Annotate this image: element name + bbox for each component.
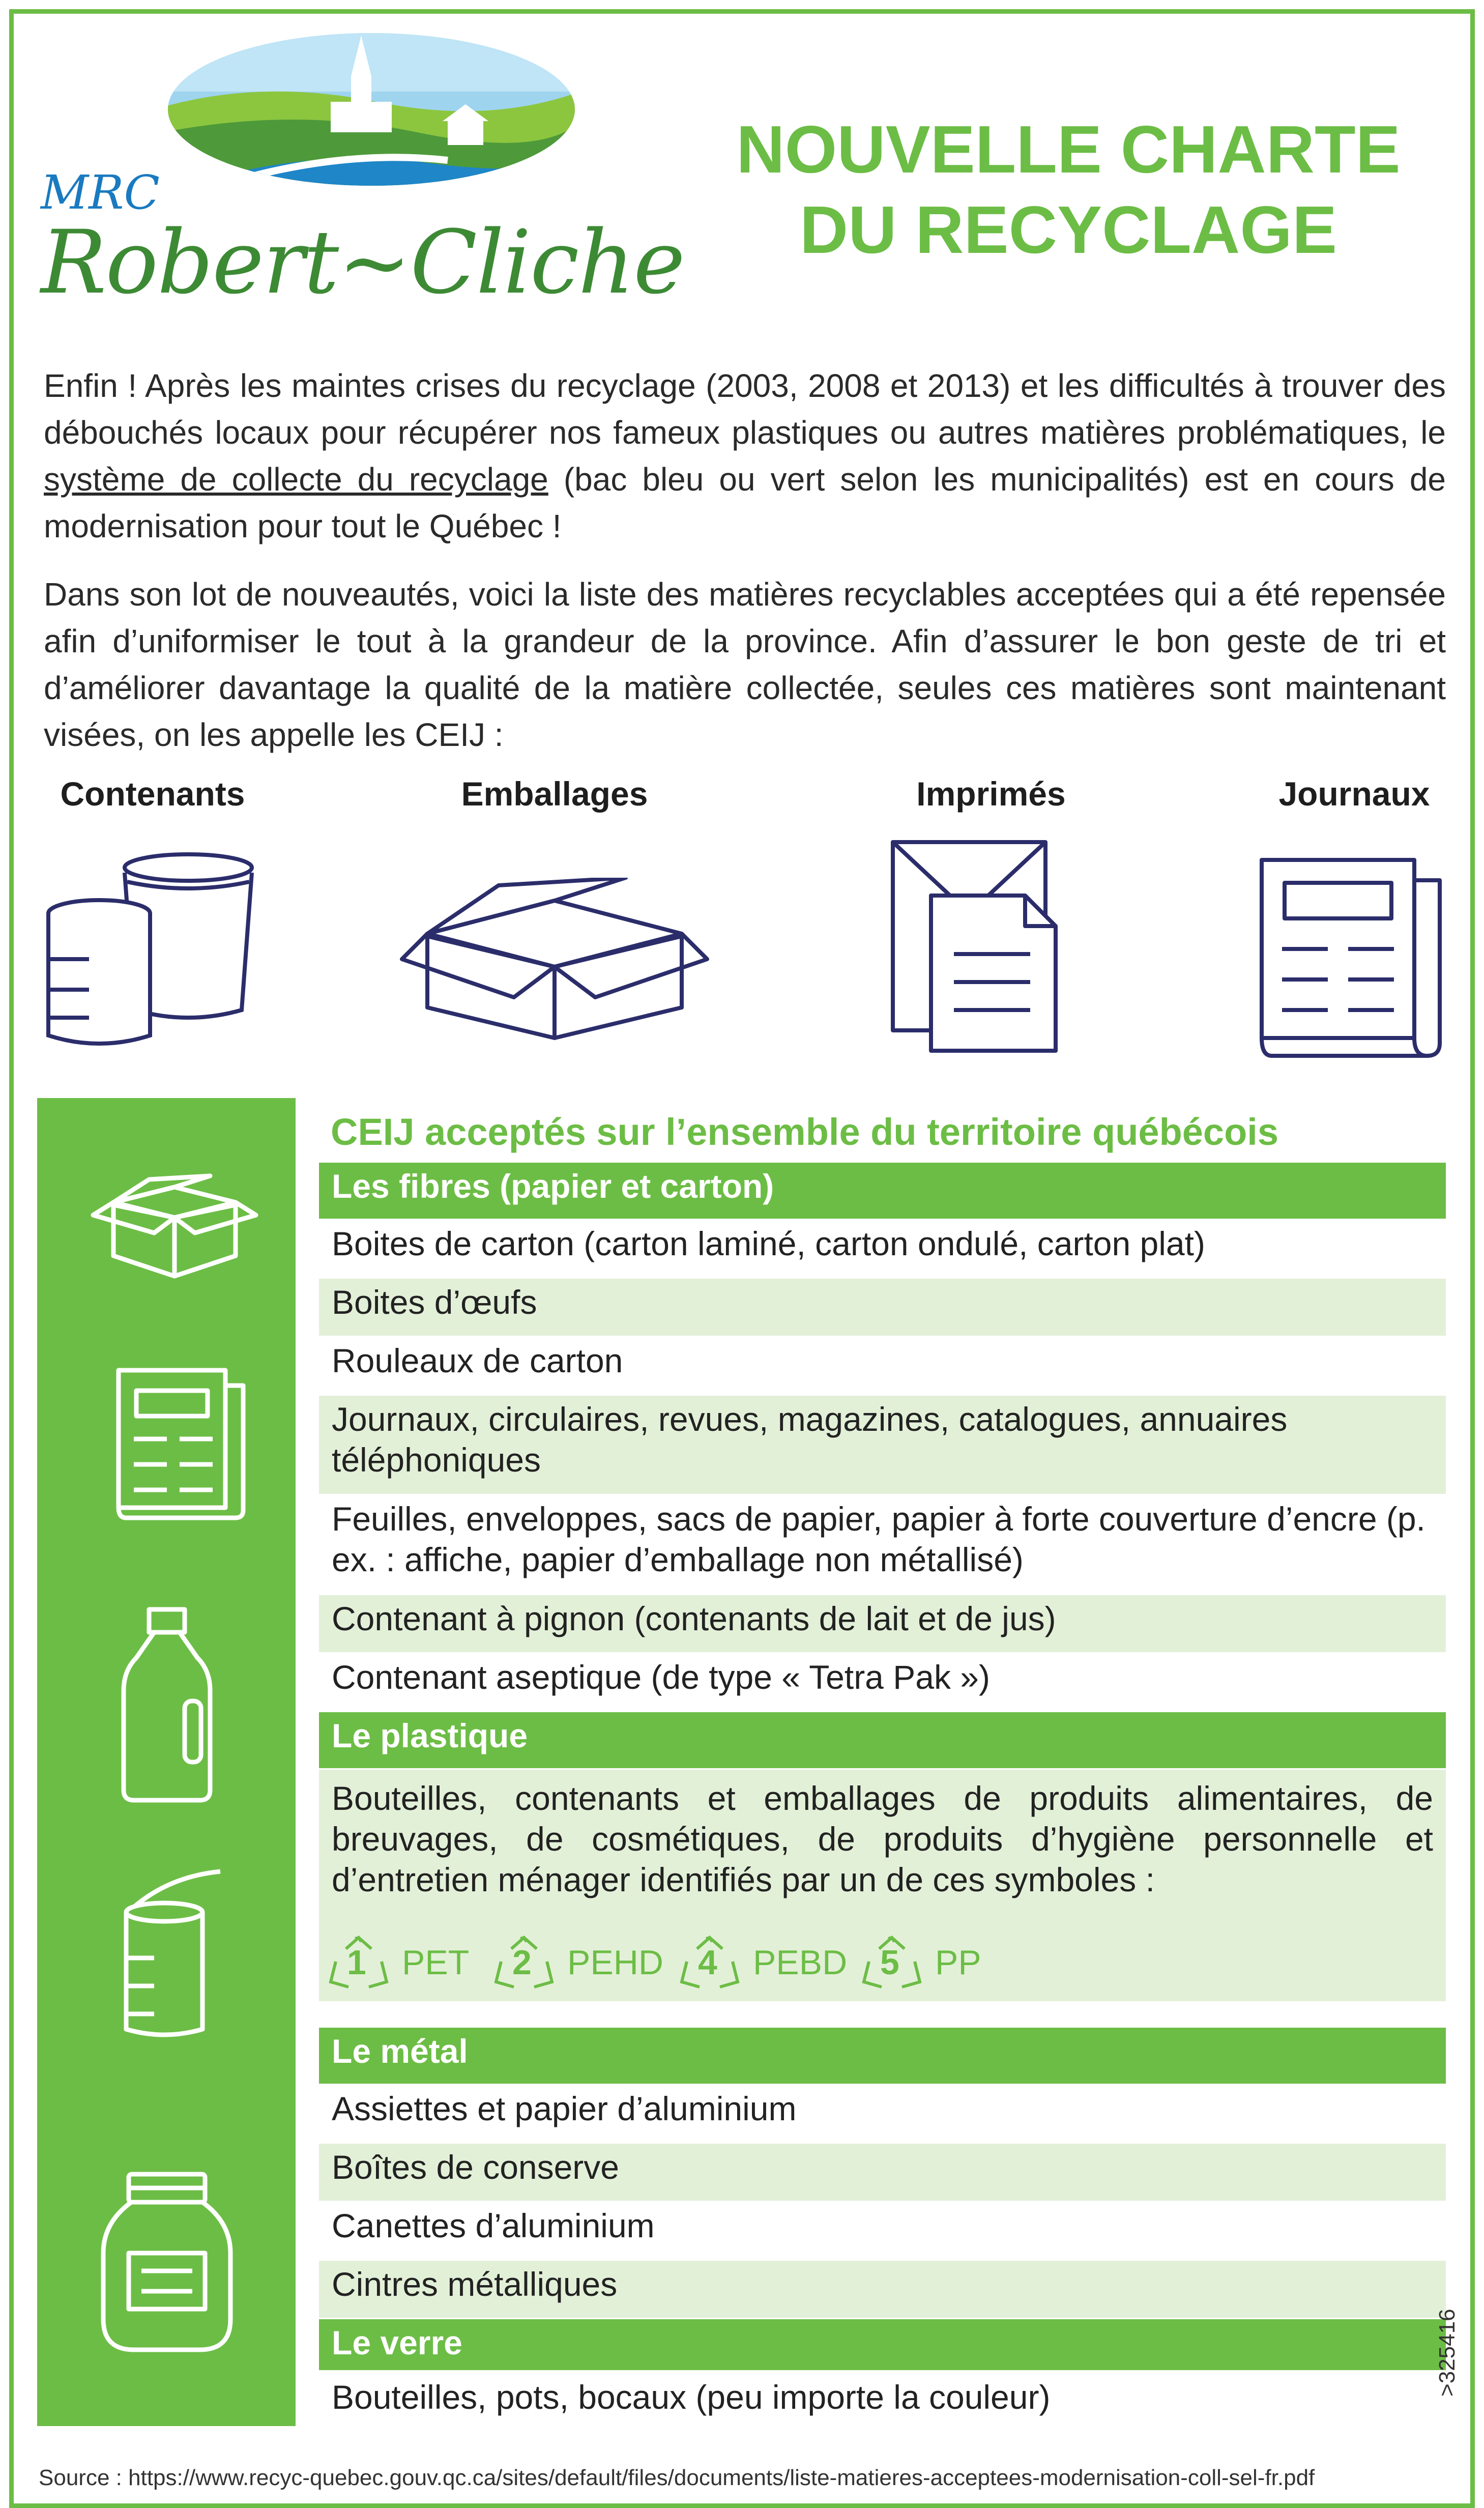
recycling-symbols <box>326 1934 1445 1995</box>
category-label-emballages: Emballages <box>461 775 648 813</box>
list-item: Bouteilles, pots, bocaux (peu importe la couleur) <box>332 2378 1051 2416</box>
symbol-number: 1 <box>347 1943 366 1982</box>
section-header-fibres: Les fibres (papier et carton) <box>319 1163 1446 1219</box>
title-line-1: NOUVELLE CHARTE <box>736 112 1401 187</box>
category-label-contenants: Contenants <box>60 775 245 813</box>
plastique-description: Bouteilles, contenants et emballages de produits alimentaires, de breuvages, de cosmétiques, de produits d’hygiène personnelle et d’entretien ménager identifiés par un de ces symboles : <box>332 1779 1433 1898</box>
symbol-number: 5 <box>880 1943 899 1982</box>
jar-icon <box>37 2167 296 2360</box>
recycling-symbol <box>859 1934 1062 1995</box>
category-label-imprimes: Imprimés <box>916 775 1066 813</box>
list-item: Boites de carton (carton laminé, carton ondulé, carton plat) <box>332 1225 1205 1262</box>
list-item: Boites d’œufs <box>319 1279 1446 1336</box>
logo <box>31 31 684 315</box>
intro-paragraph-1 <box>44 362 1446 550</box>
list-item: Contenant aseptique (de type « Tetra Pak ») <box>332 1658 990 1696</box>
panel-heading: CEIJ acceptés sur l’ensemble du territoire québécois <box>331 1111 1279 1153</box>
intro-text-1b: (bac bleu ou vert selon les municipalités) est en cours de modernisation pour tout le Québec ! <box>44 461 1446 544</box>
symbol-code: PEBD <box>753 1943 848 1982</box>
section-header-verre: Le verre <box>319 2319 1446 2370</box>
list-item: Contenant à pignon (contenants de lait et de jus) <box>319 1595 1446 1652</box>
page-title <box>661 109 1475 270</box>
symbol-code: PEHD <box>567 1943 663 1982</box>
symbol-number: 4 <box>698 1943 717 1982</box>
title-line-2: DU RECYCLAGE <box>799 192 1337 267</box>
reference-code: >325416 <box>1435 2309 1460 2397</box>
containers-icon <box>41 842 265 1056</box>
section-header-plastique: Le plastique <box>319 1712 1446 1768</box>
symbol-code: PP <box>935 1943 981 1982</box>
list-item: Rouleaux de carton <box>332 1342 623 1379</box>
logo-emblem <box>163 31 580 188</box>
list-item: Canettes d’aluminium <box>332 2207 655 2244</box>
symbol-code: PET <box>402 1943 470 1982</box>
newspaper-icon <box>37 1363 296 1525</box>
box-icon <box>37 1172 296 1289</box>
sidebar <box>37 1098 296 2426</box>
list-item: Assiettes et papier d’aluminium <box>332 2090 797 2127</box>
list-item: Journaux, circulaires, revues, magazines, catalogues, annuaires téléphoniques <box>319 1396 1446 1494</box>
documents-icon <box>883 834 1086 1058</box>
recycling-symbol <box>677 1934 880 1995</box>
logo-name: Robert~Cliche <box>41 211 684 313</box>
newspaper-icon <box>1252 855 1455 1063</box>
list-item: Cintres métalliques <box>319 2261 1446 2318</box>
box-icon <box>397 878 712 1041</box>
category-label-journaux: Journaux <box>1278 775 1430 813</box>
jug-icon <box>37 1602 296 1805</box>
logo-prefix: MRC <box>41 165 160 220</box>
recycling-symbol <box>491 1934 694 1995</box>
intro-text-1a: Enfin ! Après les maintes crises du recyclage (2003, 2008 et 2013) et les difficultés à trouver des débouchés locaux pour récupérer nos fameux plastiques ou autres matières problématiques, le <box>44 367 1446 451</box>
list-item: Boîtes de conserve <box>319 2144 1446 2201</box>
section-header-metal: Le métal <box>319 2028 1446 2084</box>
intro-paragraph-2: Dans son lot de nouveautés, voici la liste des matières recyclables acceptées qui a été repensée afin d’uniformiser le tout à la grandeur de la province. Afin d’assurer le bon geste de tri et d’améliorer davantage la qualité de la matière collectée, seules ces matières sont maintenant visées, on les appelle les CEIJ : <box>44 576 1446 753</box>
collection-system-link[interactable]: système de collecte du recyclage <box>44 461 548 498</box>
can-icon <box>37 1861 296 2050</box>
source-note: Source : https://www.recyc-quebec.gouv.qc.ca/sites/default/files/documents/liste-matieres-acceptees-modernisation-coll-sel-fr.pdf <box>39 2465 1315 2490</box>
list-item: Feuilles, enveloppes, sacs de papier, papier à forte couverture d’encre (p. ex. : affiche, papier d’emballage non métallisé) <box>332 1500 1425 1578</box>
symbol-number: 2 <box>512 1943 532 1982</box>
